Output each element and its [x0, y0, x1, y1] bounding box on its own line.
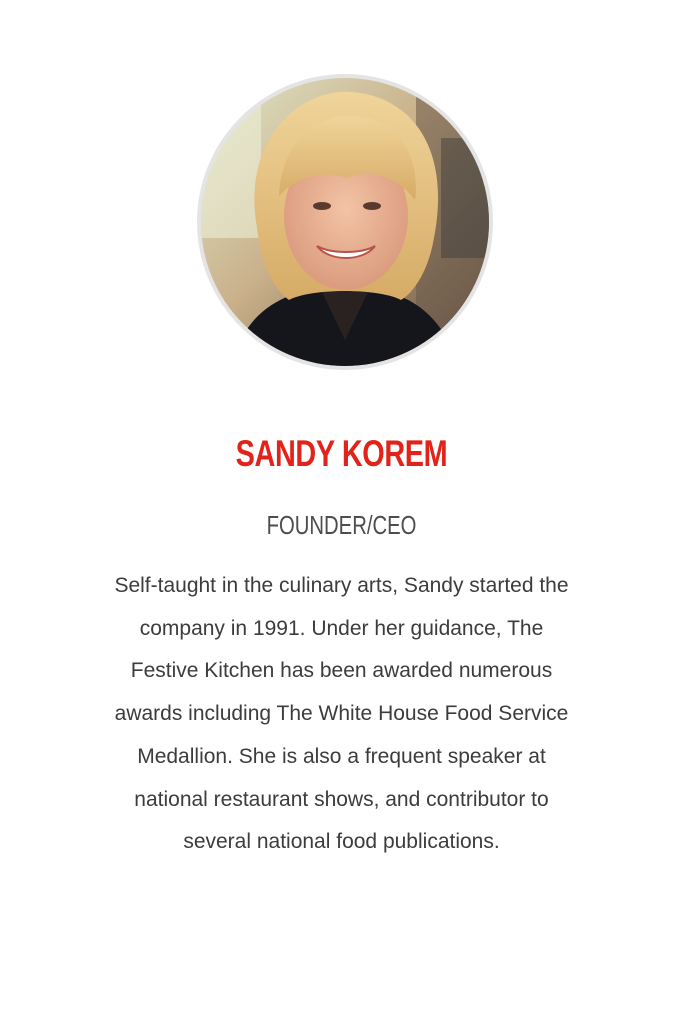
- member-name: SANDY KOREM: [235, 433, 448, 474]
- portrait-frame: [197, 74, 493, 370]
- member-bio: Self-taught in the culinary arts, Sandy started the company in 1991. Under her guidance, The Festive Kitchen has been awarded numerous awards including The White House Food Service Medallion. She is also a frequent speaker at national restaurant shows, and contributor to several national food publications.: [114, 574, 569, 854]
- member-title: FOUNDER/CEO: [266, 510, 417, 540]
- portrait-photo: [201, 78, 489, 366]
